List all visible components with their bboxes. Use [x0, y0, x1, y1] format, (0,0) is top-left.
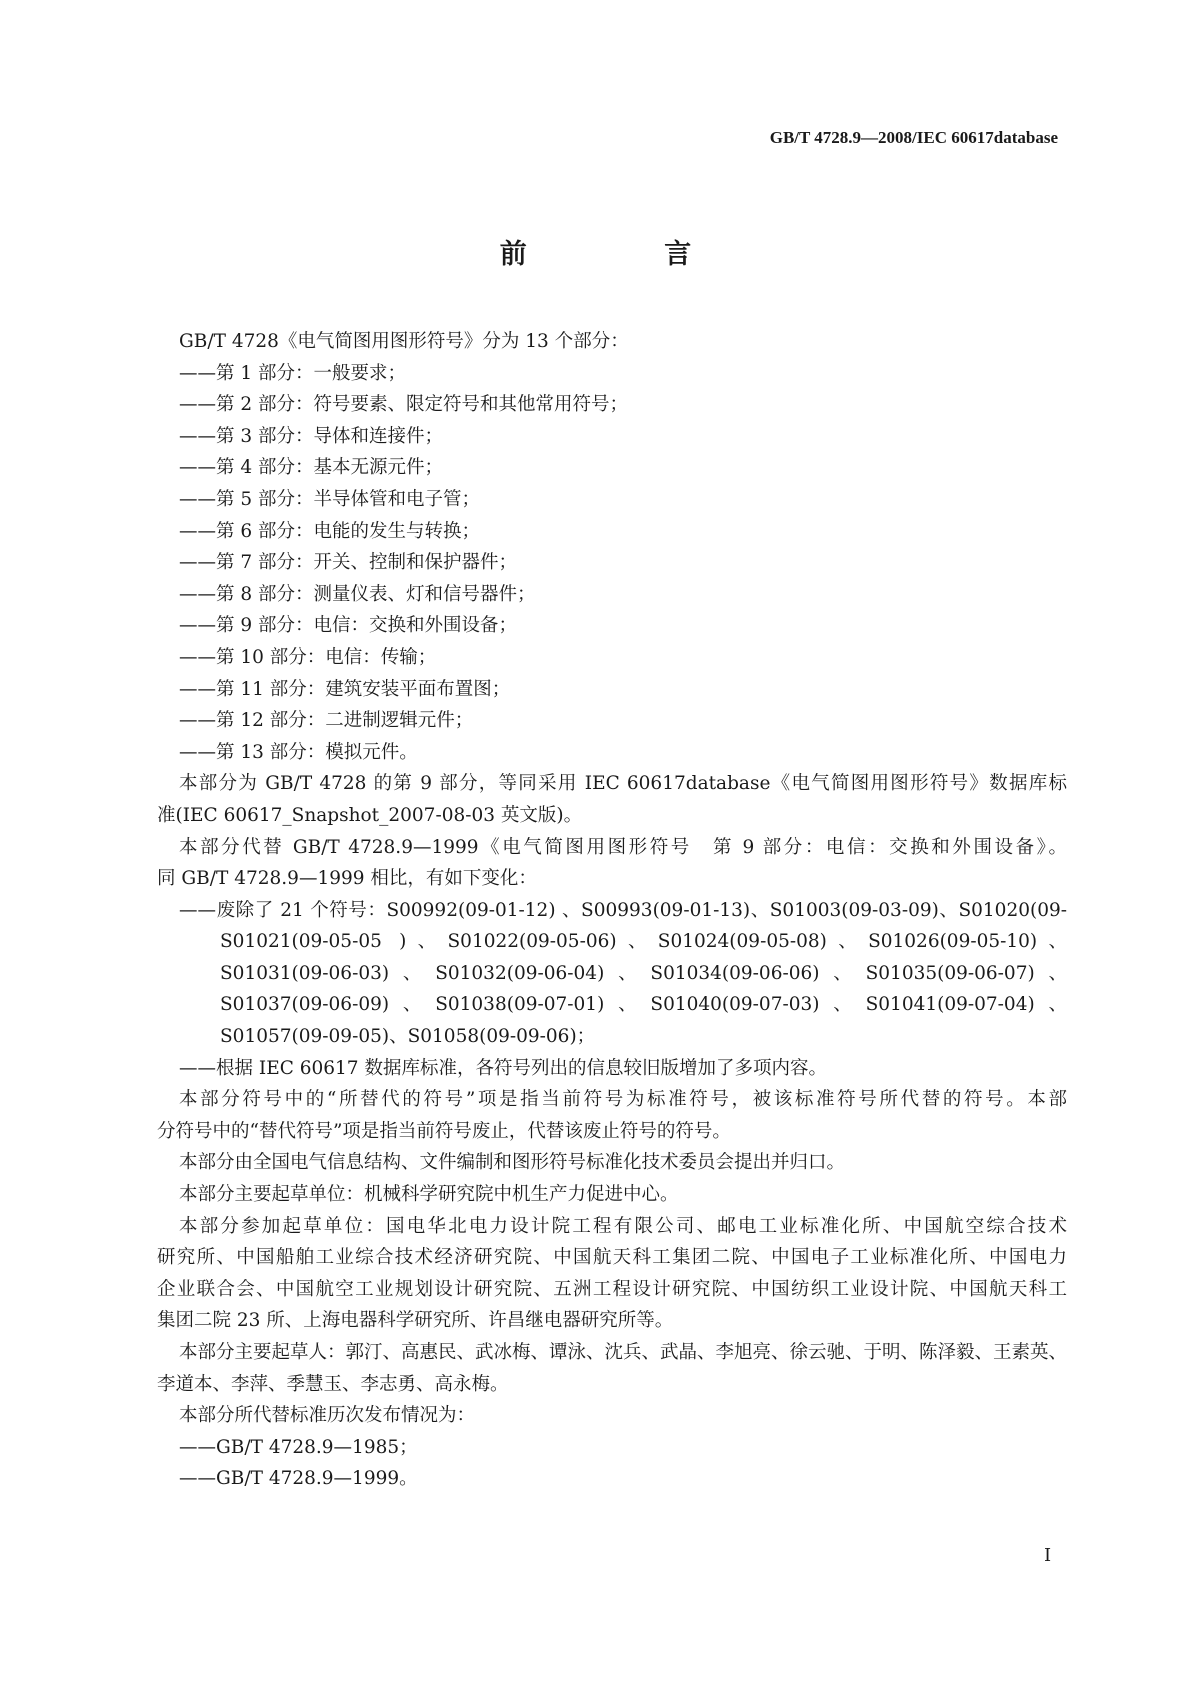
list-item: ——GB/T 4728.9—1999。 [179, 1468, 418, 1490]
list-item: ——第 3 部分：导体和连接件； [179, 425, 444, 447]
symbol-list-line: S01021(09-05-05 )、S01022(09-05-06)、S01024(09-05-08)、S01026(09-05-10)、 [220, 931, 1067, 953]
symbol-list-line: S01057(09-09-05)、S01058(09-09-06)； [220, 1026, 596, 1048]
paragraph-line: 集团二院 23 所、上海电器科学研究所、许昌继电器研究所等。 [157, 1310, 674, 1332]
paragraph-line: 本部分代替 GB/T 4728.9—1999《电气简图用图形符号 第 9 部分：电信：交换和外围设备》。 [179, 836, 1067, 858]
list-item: ——第 2 部分：符号要素、限定符号和其他常用符号； [179, 394, 629, 416]
paragraph-line: 企业联合会、中国航空工业规划设计研究院、五洲工程设计研究院、中国纺织工业设计院、中国航天科工 [157, 1278, 1067, 1300]
list-item: ——第 1 部分：一般要求； [179, 362, 407, 384]
list-item: ——第 8 部分：测量仪表、灯和信号器件； [179, 583, 536, 605]
paragraph-line: 本部分由全国电气信息结构、文件编制和图形符号标准化技术委员会提出并归口。 [179, 1152, 846, 1174]
document-header: GB/T 4728.9—2008/IEC 60617database [769, 128, 1058, 147]
symbol-list-line: S01031(09-06-03)、S01032(09-06-04)、S01034(09-06-06)、S01035(09-06-07)、 [220, 962, 1067, 984]
paragraph-line: 准(IEC 60617_Snapshot_2007-08-03 英文版)。 [157, 804, 583, 826]
list-item: ——第 11 部分：建筑安装平面布置图； [179, 678, 511, 700]
symbol-list-line: S01037(09-06-09)、S01038(09-07-01)、S01040(09-07-03)、S01041(09-07-04)、 [220, 994, 1067, 1016]
page-title: 前 言 [499, 239, 756, 270]
paragraph-line: 本部分所代替标准历次发布情况为： [179, 1405, 476, 1427]
list-item: ——第 7 部分：开关、控制和保护器件； [179, 552, 518, 574]
list-item: ——第 12 部分：二进制逻辑元件； [179, 710, 474, 732]
list-item: ——第 5 部分：半导体管和电子管； [179, 488, 481, 510]
list-item: ——第 6 部分：电能的发生与转换； [179, 520, 481, 542]
page-number: I [1044, 1545, 1052, 1566]
paragraph-line: 研究所、中国船舶工业综合技术经济研究院、中国航天科工集团二院、中国电子工业标准化所、中国电力 [157, 1247, 1067, 1269]
list-item: ——第 10 部分：电信：传输； [179, 646, 437, 668]
list-item: ——第 4 部分：基本无源元件； [179, 457, 444, 479]
list-item: ——根据 IEC 60617 数据库标准，各符号列出的信息较旧版增加了多项内容。 [179, 1057, 827, 1079]
paragraph-line: 同 GB/T 4728.9—1999 相比，有如下变化： [157, 868, 537, 890]
paragraph-line: 李道本、李萍、季慧玉、李志勇、高永梅。 [157, 1373, 509, 1395]
paragraph-line: 本部分为 GB/T 4728 的第 9 部分，等同采用 IEC 60617database《电气简图用图形符号》数据库标 [179, 773, 1067, 795]
foreword-body [157, 326, 1067, 1495]
paragraph-line: 本部分参加起草单位：国电华北电力设计院工程有限公司、邮电工业标准化所、中国航空综合技术 [179, 1215, 1067, 1237]
list-item: ——第 13 部分：模拟元件。 [179, 741, 418, 763]
paragraph-line: 本部分主要起草单位：机械科学研究院中机生产力促进中心。 [179, 1184, 679, 1206]
paragraph-line: 本部分符号中的“所替代的符号”项是指当前符号为标准符号，被该标准符号所代替的符号。本部 [179, 1089, 1067, 1111]
list-item: ——GB/T 4728.9—1985； [179, 1436, 418, 1458]
list-item: ——废除了 21 个符号：S00992(09-01-12) 、S00993(09-01-13)、S01003(09-03-09)、S01020(09- [179, 899, 1067, 921]
paragraph-line: 分符号中的“替代符号”项是指当前符号废止，代替该废止符号的符号。 [157, 1120, 731, 1142]
list-item: ——第 9 部分：电信：交换和外围设备； [179, 615, 518, 637]
paragraph-line: GB/T 4728《电气简图用图形符号》分为 13 个部分： [179, 331, 629, 352]
paragraph-line: 本部分主要起草人：郭汀、高惠民、武冰梅、谭泳、沈兵、武晶、李旭亮、徐云驰、于明、陈泽毅、王素英、 [179, 1342, 1067, 1363]
